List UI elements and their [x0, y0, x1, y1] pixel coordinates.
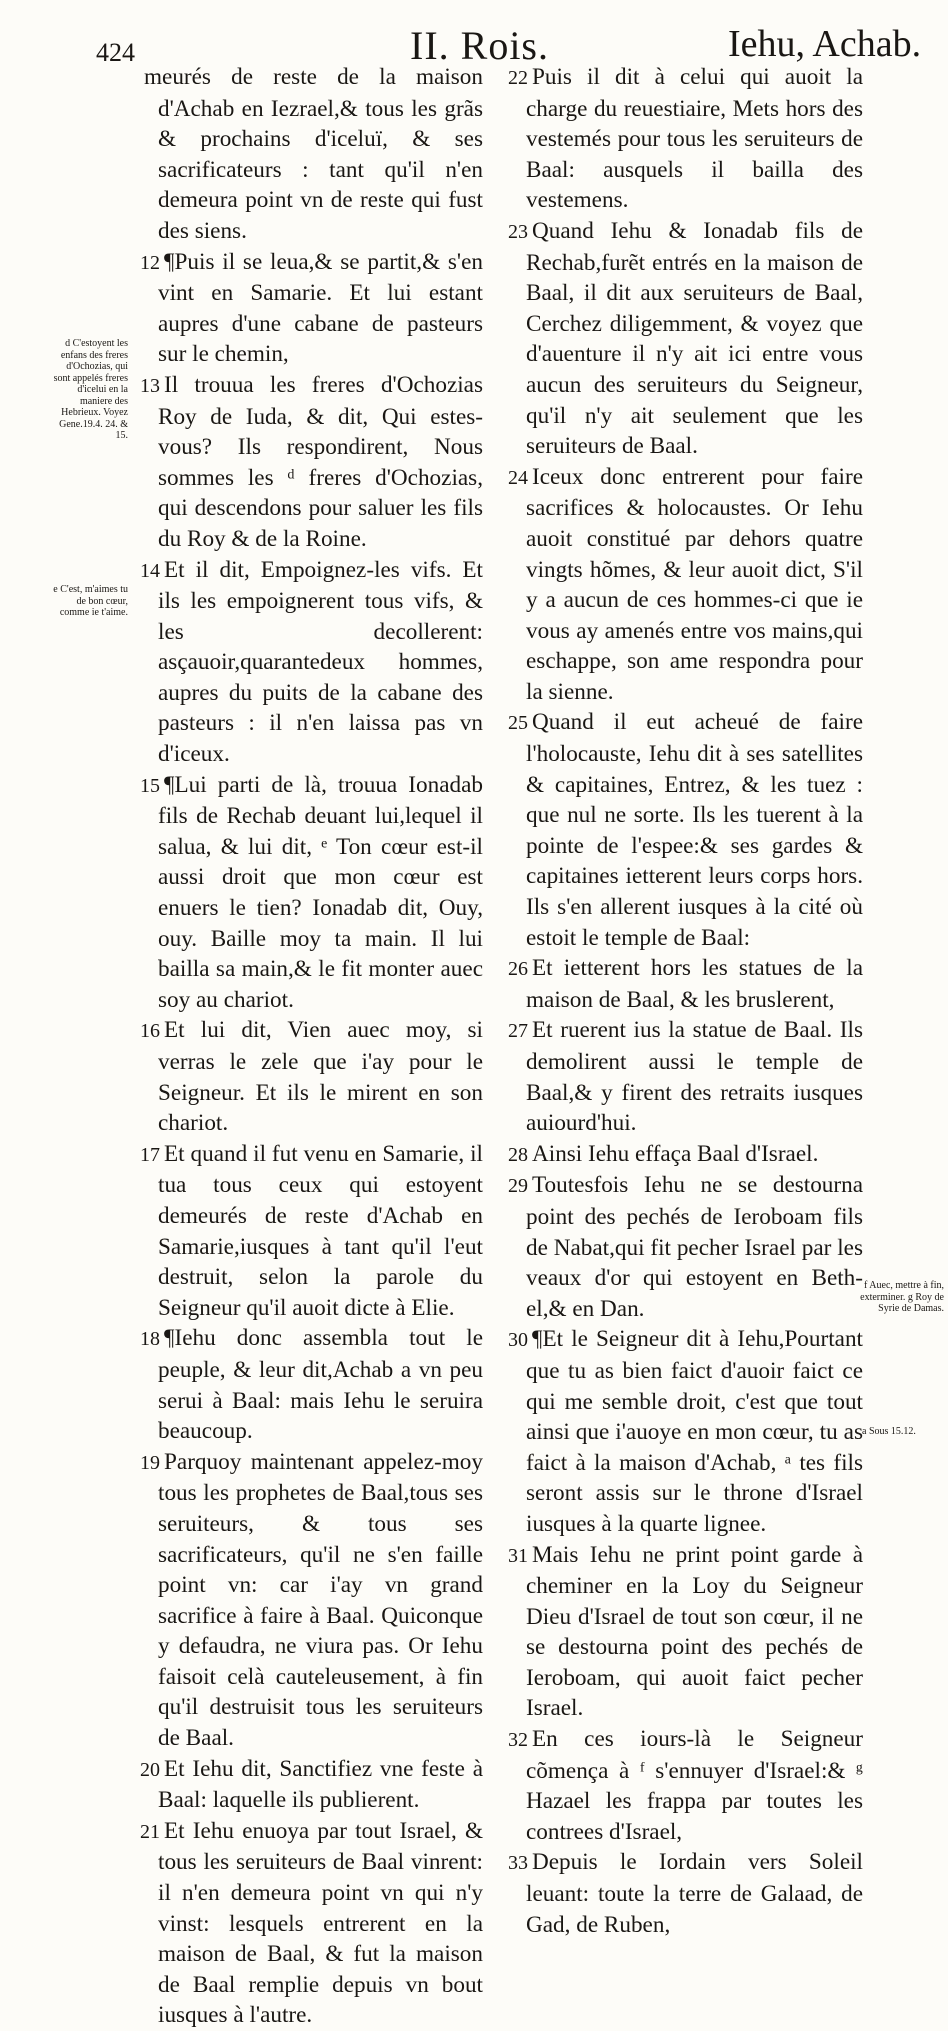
- verse-number: 15: [140, 774, 160, 797]
- verse-text: ¶Et le Seigneur dit à Iehu,Pourtant que tu as bien faict d'auoir faict ce qui me semble droit, c'est que tout ainsi que i'auoye en mon cœur, tu as faict à la maison d'Achab, ᵃ tes fils seront assis sur le throne d'Israel iusques à la quarte lignee.: [526, 1326, 863, 1537]
- verse-text: Et il dit, Empoignez-les vifs. Et ils les empoignerent tous vifs, & les decollerent: asçauoir,quarantedeux hommes, aupres du puits de la cabane des pasteurs : il n'en laissa pas vn d'iceux.: [158, 556, 483, 768]
- verse: [508, 462, 863, 708]
- verse: [140, 770, 483, 1016]
- page-number: 424: [96, 38, 135, 67]
- verse: [508, 1324, 863, 1539]
- verse-number: 13: [140, 374, 160, 397]
- verse-text: Toutesfois Iehu ne se destourna point des pechés de Ieroboam fils de Nabat,qui fit pecher Israel par les veaux d'or qui estoyent en Beth-el,& en Dan.: [526, 1172, 863, 1322]
- verse-number: 19: [140, 1451, 160, 1474]
- verse: [508, 62, 863, 216]
- verse-text: ¶Lui parti de là, trouua Ionadab fils de Rechab deuant lui,lequel il salua, & lui dit, ᵉ Ton cœur est-il aussi droit que mon cœur est enuers le tien? Ionadab dit, Ouy, ouy. Baille moy ta main. Il lui bailla sa main,& le fit monter auec soy au chariot.: [158, 771, 483, 1013]
- verse: [508, 953, 863, 1015]
- verse-text: Ainsi Iehu effaça Baal d'Israel.: [532, 1140, 819, 1167]
- verse: [508, 216, 863, 462]
- verse-number: 32: [508, 1729, 528, 1752]
- margin-note-d: d C'estoyent les enfans des freres d'Ochozias, qui sont appelés freres d'icelui en la maniere des Hebrieux. Voyez Gene.19.4. 24. & 15.: [53, 338, 128, 441]
- verse-text: Et lui dit, Vien auec moy, si verras le zele que i'ay pour le Seigneur. Et ils le mirent en son chariot.: [158, 1017, 483, 1137]
- verse-text: ¶Iehu donc assembla tout le peuple, & leur dit,Achab a vn peu serui à Baal: mais Iehu le seruira beaucoup.: [158, 1325, 483, 1445]
- verse-text: Puis il dit à celui qui auoit la charge du reuestiaire, Mets hors des vestemés pour tous les seruiteurs de Baal: ausquels il bailla des vestemens.: [526, 64, 863, 214]
- verse-number: 33: [508, 1852, 528, 1875]
- verse-number: 31: [508, 1544, 528, 1567]
- verse-number: 21: [140, 1820, 160, 1843]
- verse: [140, 62, 483, 247]
- page-header: [0, 18, 948, 68]
- verse-text: Iceux donc entrerent pour faire sacrifices & holocaustes. Or Iehu auoit constitué par dehors quatre vingts hõmes, & leur auoit dict, S'il y a aucun de ces hommes-ci que ie vous ay amenés entre vos mains,qui eschappe, son ame respondra pour la sienne.: [526, 463, 863, 705]
- verse-number: 14: [140, 559, 160, 582]
- verse-number: 26: [508, 958, 528, 981]
- verse-text: Mais Iehu ne print point garde à cheminer en la Loy du Seigneur Dieu d'Israel de tout son cœur, il ne se destourna point des pechés de Ieroboam, qui auoit faict pecher Israel.: [526, 1541, 863, 1722]
- right-column: [508, 62, 863, 1940]
- verse: [140, 1139, 483, 1324]
- verse-number: 20: [140, 1758, 160, 1781]
- verse: [140, 1323, 483, 1446]
- verse-text: Et quand il fut venu en Samarie, il tua tous ceux qui estoyent demeurés de reste d'Achab en Samarie,iusques à tant qu'il l'eut destruit, selon la parole du Seigneur qu'il auoit dicte à Elie.: [158, 1140, 483, 1321]
- verse: [508, 1724, 863, 1847]
- verse-number: 28: [508, 1143, 528, 1166]
- verse-text: Et Iehu enuoya par tout Israel, & tous les seruiteurs de Baal vinrent: il n'en demeura point vn qui n'y vinst: lesquels entrerent en la maison de Baal, & fut la maison de Baal remplie depuis vn bout iusques à l'autre.: [158, 1817, 483, 2029]
- verse-text: ¶Puis il se leua,& se partit,& s'en vint en Samarie. Et lui estant aupres d'une cabane de pasteurs sur le chemin,: [158, 248, 483, 368]
- verse-number: 25: [508, 712, 528, 735]
- verse-text: Quand il eut acheué de faire l'holocauste, Iehu dit à ses satellites & capitaines, Entrez, & les tuez : que nul ne sorte. Ils les tuerent à la pointe de l'espee:& ses gardes & capitaines ietterent leurs corps hors. Ils s'en allerent iusques à la cité où estoit le temple de Baal:: [526, 709, 863, 951]
- verse-text: Il trouua les freres d'Ochozias Roy de Iuda, & dit, Qui estes-vous? Ils respondirent, Nous sommes les ᵈ freres d'Ochozias, qui descendons pour saluer les fils du Roy & de la Roine.: [158, 371, 483, 552]
- verse-text: Et ietterent hors les statues de la maison de Baal, & les bruslerent,: [526, 955, 863, 1013]
- verse: [140, 1015, 483, 1138]
- left-column: [140, 62, 483, 2031]
- verse-text: Parquoy maintenant appelez-moy tous les prophetes de Baal,tous ses seruiteurs, & tous ses sacrificateurs, qu'il ne s'en faille point vn: car i'ay vn grand sacrifice à faire à Baal. Quiconque y defaudra, ne viura pas. Or Iehu faisoit celà cauteleusement, à fin qu'il destruisit tous les seruiteurs de Baal.: [158, 1448, 483, 1752]
- verse-number: 23: [508, 220, 528, 243]
- verse-number: 16: [140, 1020, 160, 1043]
- verse-number: 12: [140, 251, 160, 274]
- verse-text: meurés de reste de la maison d'Achab en Iezrael,& tous les grãs & prochains d'iceluï, & ses sacrificateurs : tant qu'il n'en demeura point vn de reste qui fust des siens.: [144, 64, 483, 244]
- verse: [508, 1170, 863, 1324]
- margin-note-fg: f Auec, mettre à fin, exterminer. g Roy de Syrie de Damas.: [860, 1280, 944, 1314]
- margin-note-e: e C'est, m'aimes tu de bon cœur, comme ie t'aime.: [53, 584, 128, 618]
- verse: [140, 555, 483, 770]
- verse-number: 27: [508, 1020, 528, 1043]
- verse-number: 24: [508, 466, 528, 489]
- verse: [508, 707, 863, 953]
- verse-number: 22: [508, 67, 528, 89]
- verse-number: 17: [140, 1143, 160, 1166]
- margin-note-ref: a Sous 15.12.: [862, 1426, 916, 1437]
- verse: [508, 1540, 863, 1725]
- verse-text: Depuis le Iordain vers Soleil leuant: toute la terre de Galaad, de Gad, de Ruben,: [526, 1849, 863, 1938]
- verse: [508, 1015, 863, 1138]
- running-title: Iehu, Achab.: [728, 23, 922, 65]
- verse: [508, 1847, 863, 1940]
- verse-text: Quand Iehu & Ionadab fils de Rechab,furẽt entrés en la maison de Baal, il dit aux seruiteurs de Baal, Cerchez diligemment, & voyez que d'auenture il n'y ait ici entre vous aucun des seruiteurs du Seigneur, qu'il n'y ait seulement que les seruiteurs de Baal.: [526, 217, 863, 460]
- verse: [508, 1139, 863, 1171]
- book-title: II. Rois.: [410, 23, 549, 68]
- verse: [140, 1754, 483, 1816]
- verse-text: Et Iehu dit, Sanctifiez vne feste à Baal: laquelle ils publierent.: [158, 1755, 483, 1814]
- verse: [140, 370, 483, 555]
- verse-number: 29: [508, 1175, 528, 1198]
- verse-number: 30: [508, 1329, 528, 1352]
- verse-text: Et ruerent ius la statue de Baal. Ils demolirent aussi le temple de Baal,& y firent des retraits iusques auiourd'hui.: [526, 1017, 863, 1137]
- verse-text: En ces iours-là le Seigneur cõmença à ᶠ s'ennuyer d'Israel:& ᵍ Hazael les frappa par toutes les contrees d'Israel,: [526, 1726, 863, 1845]
- verse: [140, 247, 483, 370]
- verse: [140, 1816, 483, 2031]
- verse-number: 18: [140, 1328, 160, 1351]
- verse: [140, 1447, 483, 1754]
